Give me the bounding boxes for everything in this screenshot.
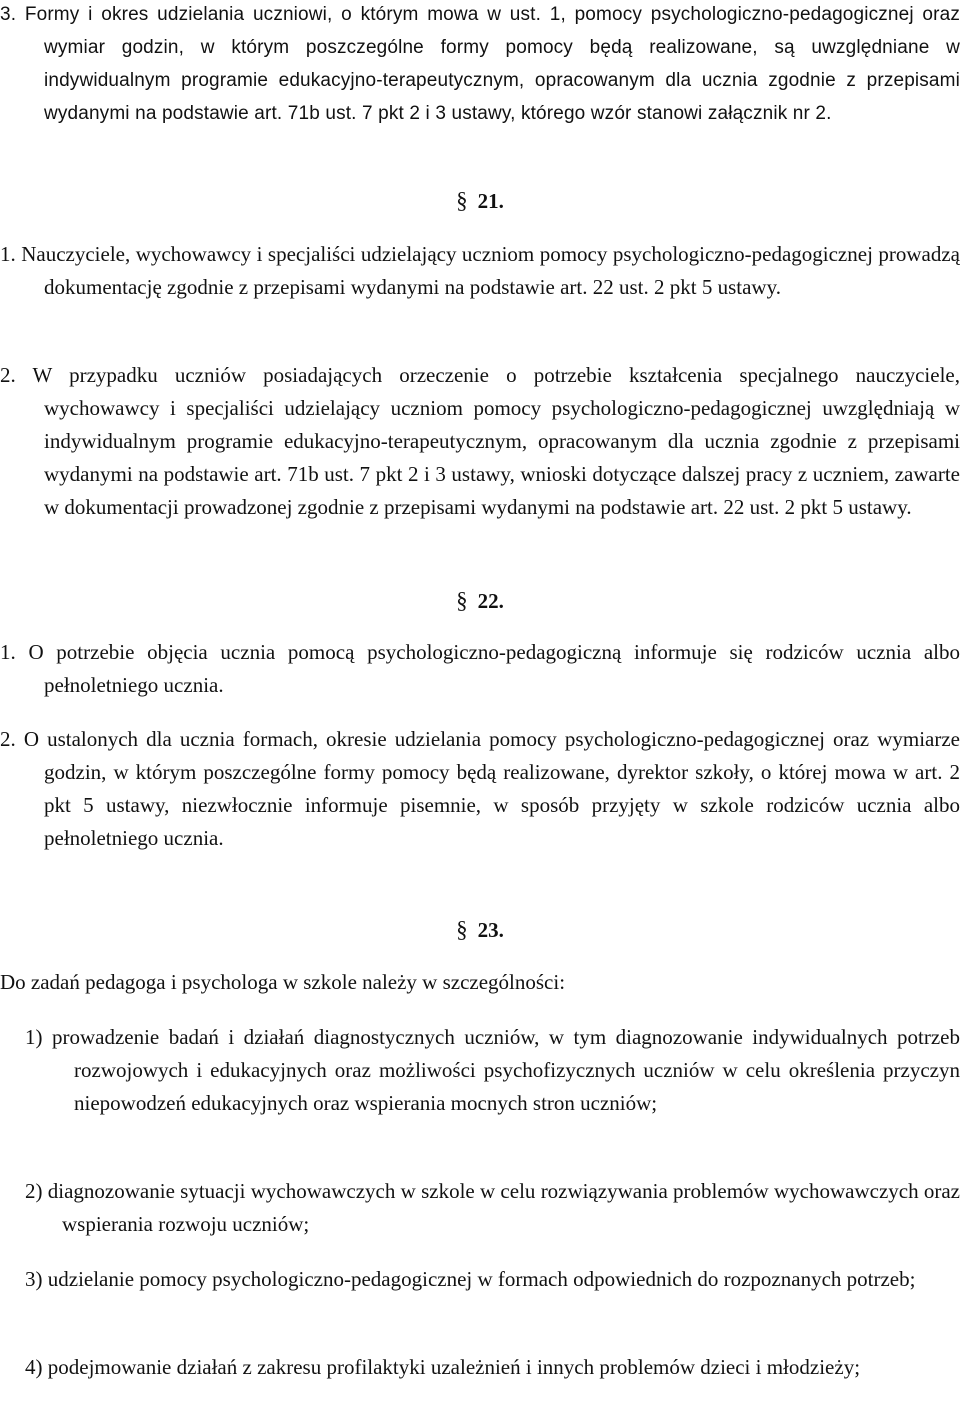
paragraph-text: Do zadań pedagoga i psychologa w szkole należy w szczególności: <box>0 970 566 994</box>
list-item-text: 3) udzielanie pomocy psychologiczno-pedagogicznej w formach odpowiednich do rozpoznanych potrzeb; <box>25 1267 916 1291</box>
list-item-23-4 <box>0 1351 960 1384</box>
list-item-23-1 <box>0 1021 960 1120</box>
paragraph-22-2 <box>0 723 960 855</box>
paragraph-text: 1. O potrzebie objęcia ucznia pomocą psychologiczno-pedagogiczną informuje się rodziców ucznia albo pełnoletniego ucznia. <box>0 640 960 697</box>
paragraph-20-3 <box>0 0 960 130</box>
section-sign: § <box>456 188 468 213</box>
list-item-text: 4) podejmowanie działań z zakresu profilaktyki uzależnień i innych problemów dzieci i młodzieży; <box>25 1355 861 1379</box>
section-sign: § <box>456 588 468 613</box>
paragraph-text: 2. W przypadku uczniów posiadających orzeczenie o potrzebie kształcenia specjalnego nauczyciele, wychowawcy i specjaliści udzielający uczniom pomocy psychologiczno-pedagogicznej uwzględniają w indywidualnym programie edukacyjno-terapeutycznym, opracowanym dla ucznia zgodnie z przepisami wydanymi na podstawie art. 71b ust. 7 pkt 2 i 3 ustawy, wnioski dotyczące dalszej pracy z uczniem, zawarte w dokumentacji prowadzonej zgodnie z przepisami wydanymi na podstawie art. 22 ust. 2 pkt 5 ustawy. <box>0 363 960 519</box>
section-heading-22 <box>0 584 960 618</box>
section-number: 21. <box>477 189 504 213</box>
paragraph-23-lead <box>0 966 960 999</box>
section-heading-21 <box>0 184 960 218</box>
paragraph-text: 1. Nauczyciele, wychowawcy i specjaliści udzielający uczniom pomocy psychologiczno-pedagogicznej prowadzą dokumentację zgodnie z przepisami wydanymi na podstawie art. 22 ust. 2 pkt 5 ustawy. <box>0 242 960 299</box>
paragraph-21-2 <box>0 359 960 524</box>
section-number: 23. <box>477 918 504 942</box>
list-item-23-2 <box>0 1175 960 1241</box>
paragraph-22-1 <box>0 636 960 702</box>
section-heading-23 <box>0 913 960 947</box>
paragraph-text: 3. Formy i okres udzielania uczniowi, o którym mowa w ust. 1, pomocy psychologiczno-pedagogicznej oraz wymiar godzin, w którym poszczególne formy pomocy będą realizowane, są uwzględniane w indywidualnym programie edukacyjno-terapeutycznym, opracowanym dla ucznia zgodnie z przepisami wydanymi na podstawie art. 71b ust. 7 pkt 2 i 3 ustawy, którego wzór stanowi załącznik nr 2. <box>0 4 960 124</box>
section-number: 22. <box>477 589 504 613</box>
list-item-text: 2) diagnozowanie sytuacji wychowawczych w szkole w celu rozwiązywania problemów wychowawczych oraz wspierania rozwoju uczniów; <box>25 1179 960 1236</box>
list-item-text: 1) prowadzenie badań i działań diagnostycznych uczniów, w tym diagnozowanie indywidualnych potrzeb rozwojowych i edukacyjnych oraz możliwości psychofizycznych uczniów w celu określenia przyczyn niepowodzeń edukacyjnych oraz wspierania mocnych stron uczniów; <box>25 1025 960 1115</box>
section-sign: § <box>456 917 468 942</box>
paragraph-21-1 <box>0 238 960 304</box>
paragraph-text: 2. O ustalonych dla ucznia formach, okresie udzielania pomocy psychologiczno-pedagogicznej oraz wymiarze godzin, w którym poszczególne formy pomocy będą realizowane, dyrektor szkoły, o której mowa w art. 2 pkt 5 ustawy, niezwłocznie informuje pisemnie, w sposób przyjęty w szkole rodziców ucznia albo pełnoletniego ucznia. <box>0 727 960 850</box>
list-item-23-3 <box>0 1263 960 1296</box>
